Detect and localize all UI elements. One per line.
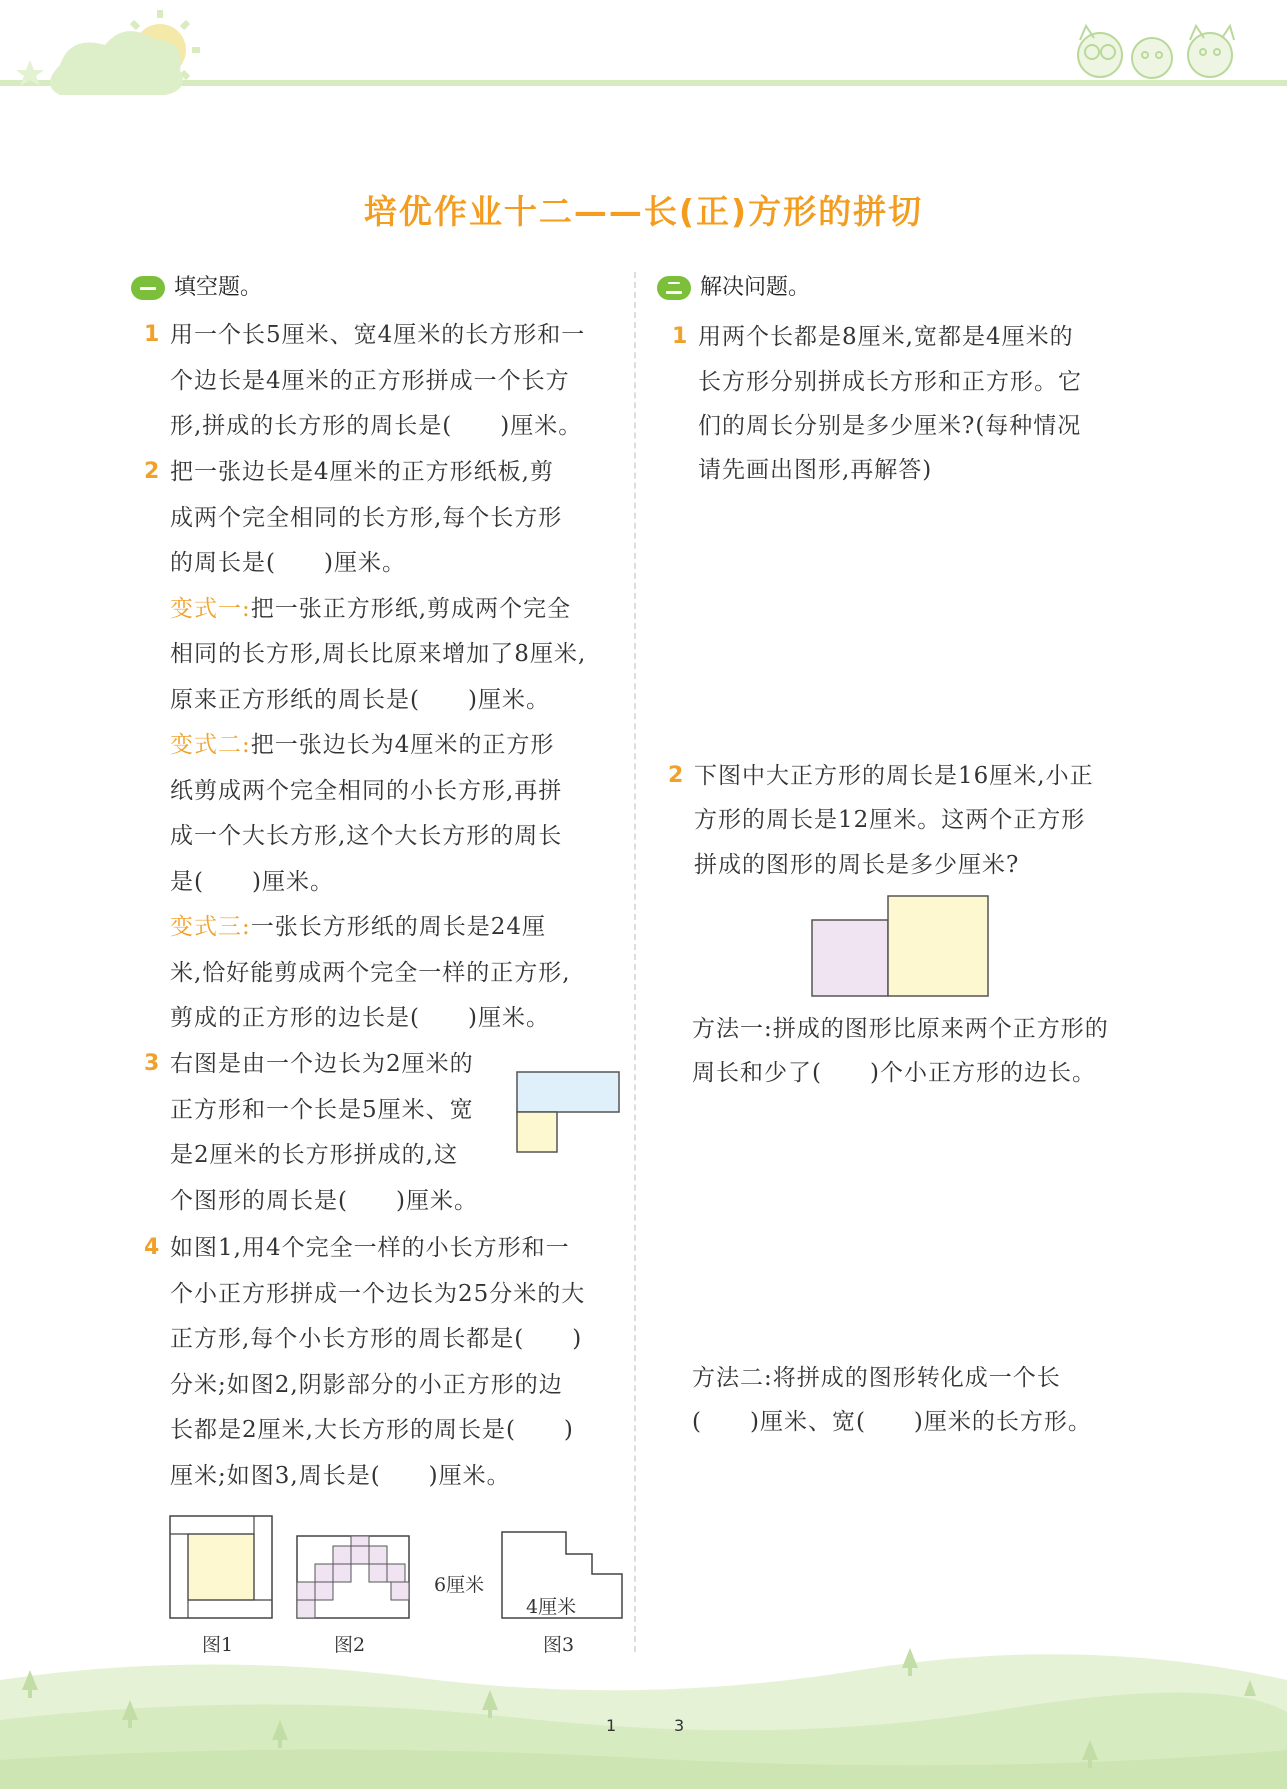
s2-q1-line: 请先画出图形,再解答) bbox=[698, 457, 933, 483]
s2-q1-line: 们的周长分别是多少厘米?(每种情况 bbox=[698, 413, 1082, 439]
s2-q2-line: 下图中大正方形的周长是16厘米,小正 bbox=[694, 763, 1094, 789]
method1-line: 周长和少了( )个小正方形的边长。 bbox=[692, 1060, 1096, 1086]
figure-1 bbox=[168, 1514, 274, 1620]
q3-number: 3 bbox=[144, 1051, 160, 1076]
footer-hills bbox=[0, 1640, 1287, 1789]
q4-line: 厘米;如图3,周长是( )厘米。 bbox=[170, 1463, 511, 1489]
q1-line: 个边长是4厘米的正方形拼成一个长方 bbox=[170, 368, 570, 394]
method2-line: 方法二:将拼成的图形转化成一个长 bbox=[692, 1365, 1061, 1391]
q3-rectangle bbox=[517, 1072, 619, 1112]
q4-number: 4 bbox=[144, 1235, 160, 1260]
s2-q1-number: 1 bbox=[672, 324, 688, 349]
q3-square bbox=[517, 1112, 557, 1152]
column-divider bbox=[634, 272, 636, 1652]
page-number-right: 3 bbox=[674, 1716, 685, 1735]
s2-q1-line: 长方形分别拼成长方形和正方形。它 bbox=[698, 369, 1082, 395]
variant3-line: 变式三:一张长方形纸的周长是24厘 bbox=[170, 914, 547, 940]
variant3-label: 变式三: bbox=[170, 914, 251, 940]
variant3-line: 剪成的正方形的边长是( )厘米。 bbox=[170, 1005, 550, 1031]
variant3-line: 米,恰好能剪成两个完全一样的正方形, bbox=[170, 960, 571, 986]
s2-q2-line: 拼成的图形的周长是多少厘米? bbox=[694, 852, 1020, 878]
figure-2-caption: 图2 bbox=[334, 1634, 366, 1656]
method2-line: ( )厘米、宽( )厘米的长方形。 bbox=[692, 1409, 1092, 1435]
method1-line: 方法一:拼成的图形比原来两个正方形的 bbox=[692, 1016, 1109, 1042]
s2-q2-figure bbox=[810, 894, 992, 1000]
variant1-line: 变式一:把一张正方形纸,剪成两个完全 bbox=[170, 596, 572, 622]
q2-line: 把一张边长是4厘米的正方形纸板,剪 bbox=[170, 459, 554, 485]
variant2-line: 成一个大长方形,这个大长方形的周长 bbox=[170, 823, 563, 849]
figure-1-caption: 图1 bbox=[202, 1634, 234, 1656]
q4-line: 长都是2厘米,大长方形的周长是( ) bbox=[170, 1417, 574, 1443]
section1-title: 填空题。 bbox=[174, 275, 263, 300]
figure-3-bottom-label: 4厘米 bbox=[526, 1596, 577, 1618]
small-square bbox=[812, 920, 888, 996]
variant2-line: 变式二:把一张边长为4厘米的正方形 bbox=[170, 732, 555, 758]
section1-badge-icon bbox=[131, 276, 165, 300]
page-title: 培优作业十二——长(正)方形的拼切 bbox=[363, 192, 924, 231]
figure-3-caption: 图3 bbox=[543, 1634, 575, 1656]
cloud-icon bbox=[50, 31, 183, 95]
section2-title: 解决问题。 bbox=[700, 275, 811, 300]
figure-2 bbox=[295, 1534, 411, 1620]
section2-badge-icon bbox=[657, 276, 691, 300]
figure-3-left-label: 6厘米 bbox=[434, 1574, 485, 1596]
q3-line: 正方形和一个长是5厘米、宽 bbox=[170, 1097, 474, 1123]
q1-number: 1 bbox=[144, 322, 160, 347]
q3-line: 是2厘米的长方形拼成的,这 bbox=[170, 1142, 458, 1168]
variant2-line: 纸剪成两个完全相同的小长方形,再拼 bbox=[170, 778, 563, 804]
s2-q1-line: 用两个长都是8厘米,宽都是4厘米的 bbox=[698, 324, 1074, 350]
s2-q2-line: 方形的周长是12厘米。这两个正方形 bbox=[694, 807, 1086, 833]
q1-line: 用一个长5厘米、宽4厘米的长方形和一 bbox=[170, 322, 586, 348]
q1-line: 形,拼成的长方形的周长是( )厘米。 bbox=[170, 413, 583, 439]
q4-line: 正方形,每个小长方形的周长都是( ) bbox=[170, 1326, 583, 1352]
variant2-label: 变式二: bbox=[170, 732, 251, 758]
big-square bbox=[888, 896, 988, 996]
q3-line: 个图形的周长是( )厘米。 bbox=[170, 1188, 478, 1214]
q3-figure bbox=[515, 1070, 625, 1160]
q2-number: 2 bbox=[144, 459, 160, 484]
q3-line: 右图是由一个边长为2厘米的 bbox=[170, 1051, 474, 1077]
q4-line: 个小正方形拼成一个边长为25分米的大 bbox=[170, 1281, 586, 1307]
q4-line: 如图1,用4个完全一样的小长方形和一 bbox=[170, 1235, 570, 1261]
q2-line: 成两个完全相同的长方形,每个长方形 bbox=[170, 505, 563, 531]
variant2-line: 是( )厘米。 bbox=[170, 869, 334, 895]
header-decoration bbox=[0, 0, 1287, 120]
q2-line: 的周长是( )厘米。 bbox=[170, 550, 406, 576]
variant1-label: 变式一: bbox=[170, 596, 251, 622]
page-number-left: 1 bbox=[606, 1716, 617, 1735]
q4-line: 分米;如图2,阴影部分的小正方形的边 bbox=[170, 1372, 563, 1398]
s2-q2-number: 2 bbox=[668, 763, 684, 788]
variant1-line: 原来正方形纸的周长是( )厘米。 bbox=[170, 687, 550, 713]
animal-faces-icon bbox=[1078, 26, 1234, 78]
variant1-line: 相同的长方形,周长比原来增加了8厘米, bbox=[170, 641, 587, 667]
